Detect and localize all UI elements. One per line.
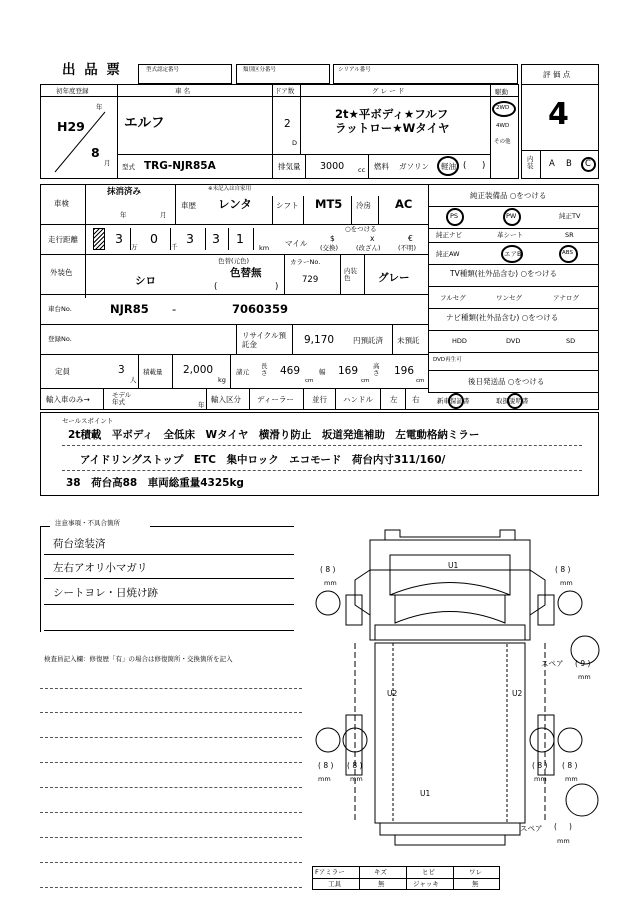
tread-front-right: ( 8 ) [555,565,571,574]
mark-u2-left: U2 [387,689,398,698]
class-no-label: 類別区分番号 [243,67,277,73]
shaken-month: 月 [160,211,167,219]
meter-opt: x [370,234,375,243]
history-value: レンタ [218,197,252,211]
rating-label: 評 価 点 [543,70,571,79]
meter-opt: $ [330,234,335,243]
equip-aw: 純正AW [436,250,460,258]
load-label: 積載量 [143,368,163,376]
equip-airbag: エアB [504,250,522,258]
first-reg-year: H29 [57,119,85,134]
width-label: 幅 [319,368,326,376]
tread-mm: mm [318,775,331,783]
recycle-unit: 円預託済 [353,336,383,345]
model-year-label: モデル年式 [112,391,132,407]
import-type-label: 輸入区分 [211,395,241,404]
color-no-label: カラーNo. [290,258,321,266]
navi-hdd: HDD [452,337,467,345]
tread-value: 8 [560,565,566,574]
footer-header: Fアミラー [315,868,345,876]
mileage-label: 走行距離 [48,235,78,244]
drive-4wd: 4WD [496,123,510,129]
handle-left: 左 [390,395,398,404]
recycle-value: 9,170 [304,334,335,346]
mileage-digit: 3 [212,231,220,246]
note-item: 荷台塗装済 [53,538,106,550]
tv-oneseg: ワンセグ [496,294,522,302]
fuel-label: 燃料 [374,162,389,171]
doors-label: ドア数 [275,87,295,95]
equip-tv: 純正TV [559,212,581,220]
height-cm: cm [416,378,425,384]
tread-mm: mm [565,775,578,783]
height-label: 高さ [373,362,380,377]
int-color: グレー [378,272,410,284]
model-value: TRG-NJR85A [144,160,216,172]
inspector-label: 検査員記入欄：修復歴「有」の場合は修復箇所・交換箇所を記入 [44,655,233,663]
shaken-year: 年 [120,211,127,219]
history-label: 車歴 [181,201,196,210]
tread-value: 8 [567,761,573,770]
drive-label: 駆動 [495,88,508,96]
spare-label: スペア [520,824,543,833]
tread-value: 8 [325,565,331,574]
load-unit: kg [218,376,226,384]
load-value: 2,000 [183,364,214,376]
name-label: 車 名 [175,87,191,95]
tread-mm: mm [560,579,573,587]
sheet-title: 出 品 票 [62,62,122,78]
meter-opt-label: (改ざん) [356,244,381,252]
truck-diagram [300,525,600,865]
displacement-value: 3000 [320,161,345,172]
drive-other: その他 [494,139,511,145]
sales-line2: アイドリングストップ ETC 集中ロック エコモード 荷台内寸311/160/ [80,454,446,466]
note-item: シートヨレ・日焼け跡 [53,587,158,599]
shift-value: MT5 [315,197,343,211]
dvd-label: DVD再生可 [433,357,462,363]
later-manual: 取扱説明書 [496,397,529,405]
model-label: 型式 [122,163,135,171]
width-cm: cm [361,378,370,384]
equip-leather: 革シート [497,231,523,239]
meter-opt-label: (交換) [320,244,339,252]
interior-grade-label: 内装 [527,155,534,170]
displacement-unit: cc [358,166,366,174]
mileage-digit: 3 [115,231,123,246]
length-cm: cm [305,378,314,384]
vehicle-name: エルフ [124,115,165,131]
mark-u1-top: U1 [448,561,459,570]
doors-value: 2 [284,118,291,130]
color-label: 外装色 [50,268,73,277]
sales-line1: 2t積載 平ボディ 全低床 Wタイヤ 横滑り防止 坂道発進補助 左電動格納ミラー [68,429,480,441]
mileage-km: km [259,244,270,252]
meter-opt-label: (不明) [398,244,417,252]
chassis-label: 車台No. [48,305,72,313]
equip-sr: SR [565,231,574,239]
recycle-not: 未預託 [397,336,420,345]
shaken-value: 抹消済み [107,187,142,197]
tv-fullseg: フルセグ [440,294,466,302]
capacity-unit: 人 [130,376,137,384]
history-note: ※未記入は自家用 [208,186,252,192]
doors-d: D [292,139,298,147]
tread-rear-left-inner: ( 8 ) [347,761,363,770]
dims-label: 諸元 [236,368,249,376]
fuel-paren-close: ) [482,161,486,171]
tread-mm: mm [557,837,570,845]
width-value: 169 [338,365,359,377]
meter-circle-note: ○をつける [345,225,377,233]
first-reg-month: 8 [91,145,100,160]
mileage-digit: 0 [150,231,158,246]
chassis-dash: - [172,302,177,316]
handle-label: ハンドル [343,395,373,404]
footer-header: ヒビ [422,868,435,876]
mileage-digit: 3 [186,231,194,246]
interior-b: B [566,159,572,169]
parallel-option: 並行 [312,395,327,404]
mileage-digit: 1 [236,231,244,246]
length-value: 469 [280,365,301,377]
height-value: 196 [394,365,415,377]
chassis-a: NJR85 [110,302,149,316]
spare-label: スペア [541,659,564,668]
tread-rear-right-outer: ( 8 ) [562,761,578,770]
form-cert-label: 型式認定番号 [146,67,180,73]
tread-mm: mm [534,775,547,783]
footer-cell: 無 [378,880,385,888]
footer-cell: 工具 [328,880,341,888]
tread-rear-right-inner: ( 8 ) [532,761,548,770]
tread-value: 8 [537,761,543,770]
shift-label: シフト [276,201,299,210]
footer-cell: 無 [472,880,479,888]
model-year-unit: 年 [198,401,205,409]
tread-value: 8 [323,761,329,770]
equip-navi: 純正ナビ [436,231,462,239]
capacity-value: 3 [118,364,125,376]
meter-label: マイル [285,239,308,248]
color-value: シロ [135,275,156,287]
chassis-b: 7060359 [232,302,289,316]
color-paren-close: ) [275,282,279,292]
navi-dvd: DVD [506,337,521,345]
shaken-label: 車検 [54,199,69,208]
equip-ps: PS [450,212,459,220]
dealer-option: ディーラー [257,395,294,404]
reg-no-label: 登録No. [48,335,72,343]
spare-1: ( 9 ) [575,659,591,668]
year-unit: 年 [96,103,103,111]
sales-label: セールスポイント [62,417,114,425]
meter-opt: € [408,234,413,243]
capacity-label: 定員 [55,367,70,376]
navi-sd: SD [566,337,576,345]
handle-right: 右 [412,395,420,404]
grade-line1: 2t★平ボディ★フルフ [335,107,449,121]
fuel-paren-open: ( [463,161,467,171]
grade-label: グ レ ー ド [372,87,405,95]
equipment-title: 純正装備品 ○をつける [470,191,547,200]
import-label: 輸入車のみ→ [46,395,90,404]
tread-front-left: ( 8 ) [320,565,336,574]
spare-value: 9 [580,659,586,668]
interior-a: A [549,159,555,169]
serial-label: シリアル番号 [338,67,371,73]
mileage-sen: 千 [171,243,178,251]
fuel-gasoline: ガソリン [399,162,429,171]
drive-2wd: 2WD [496,105,510,111]
tread-value: 8 [352,761,358,770]
mark-u2-right: U2 [512,689,523,698]
tread-mm: mm [324,579,337,587]
ac-label: 冷房 [356,201,371,210]
mileage-man: 万 [131,243,138,251]
color-sub-label: 色替(元色) [218,257,250,265]
tv-title: TV種類(社外品含む) ○をつける [450,269,557,278]
equip-abs: ABS [562,250,573,256]
tread-mm: mm [350,775,363,783]
displacement-label: 排気量 [278,162,301,171]
later-warranty: 新車保証書 [437,397,470,405]
month-unit: 月 [104,159,111,167]
note-item: 左右アオリ小マガリ [53,562,148,574]
later-title: 後日発送品 ○をつける [468,377,545,386]
equip-pw: PW [506,212,517,220]
notes-label: 注意事項・不具合箇所 [55,519,120,527]
spare-2: ( ) [554,822,572,831]
rating-value: 4 [548,97,569,132]
grade-line2: ラットロー★Wタイヤ [335,121,450,135]
tread-rear-left-outer: ( 8 ) [318,761,334,770]
color-change: 色替無 [230,267,262,279]
color-no: 729 [302,275,319,285]
tread-mm: mm [578,673,591,681]
footer-header: キズ [374,868,387,876]
sales-line3: 38 荷台高88 車両総重量4325kg [66,477,244,489]
footer-cell: ジャッキ [413,880,439,888]
tv-analog: アナログ [553,294,579,302]
color-paren-open: ( [214,282,218,292]
navi-title: ナビ種類(社外品含む) ○をつける [446,313,559,322]
recycle-label: リサイクル預託金 [242,331,286,349]
footer-header: ワレ [469,868,482,876]
first-reg-label: 初年度登録 [56,87,89,95]
ac-value: AC [395,197,413,211]
int-color-label: 内装色 [344,267,357,282]
fuel-light-oil: 軽油 [441,162,456,171]
length-label: 長さ [261,362,268,377]
interior-c: C [585,159,591,169]
mark-u1-bottom: U1 [420,789,431,798]
